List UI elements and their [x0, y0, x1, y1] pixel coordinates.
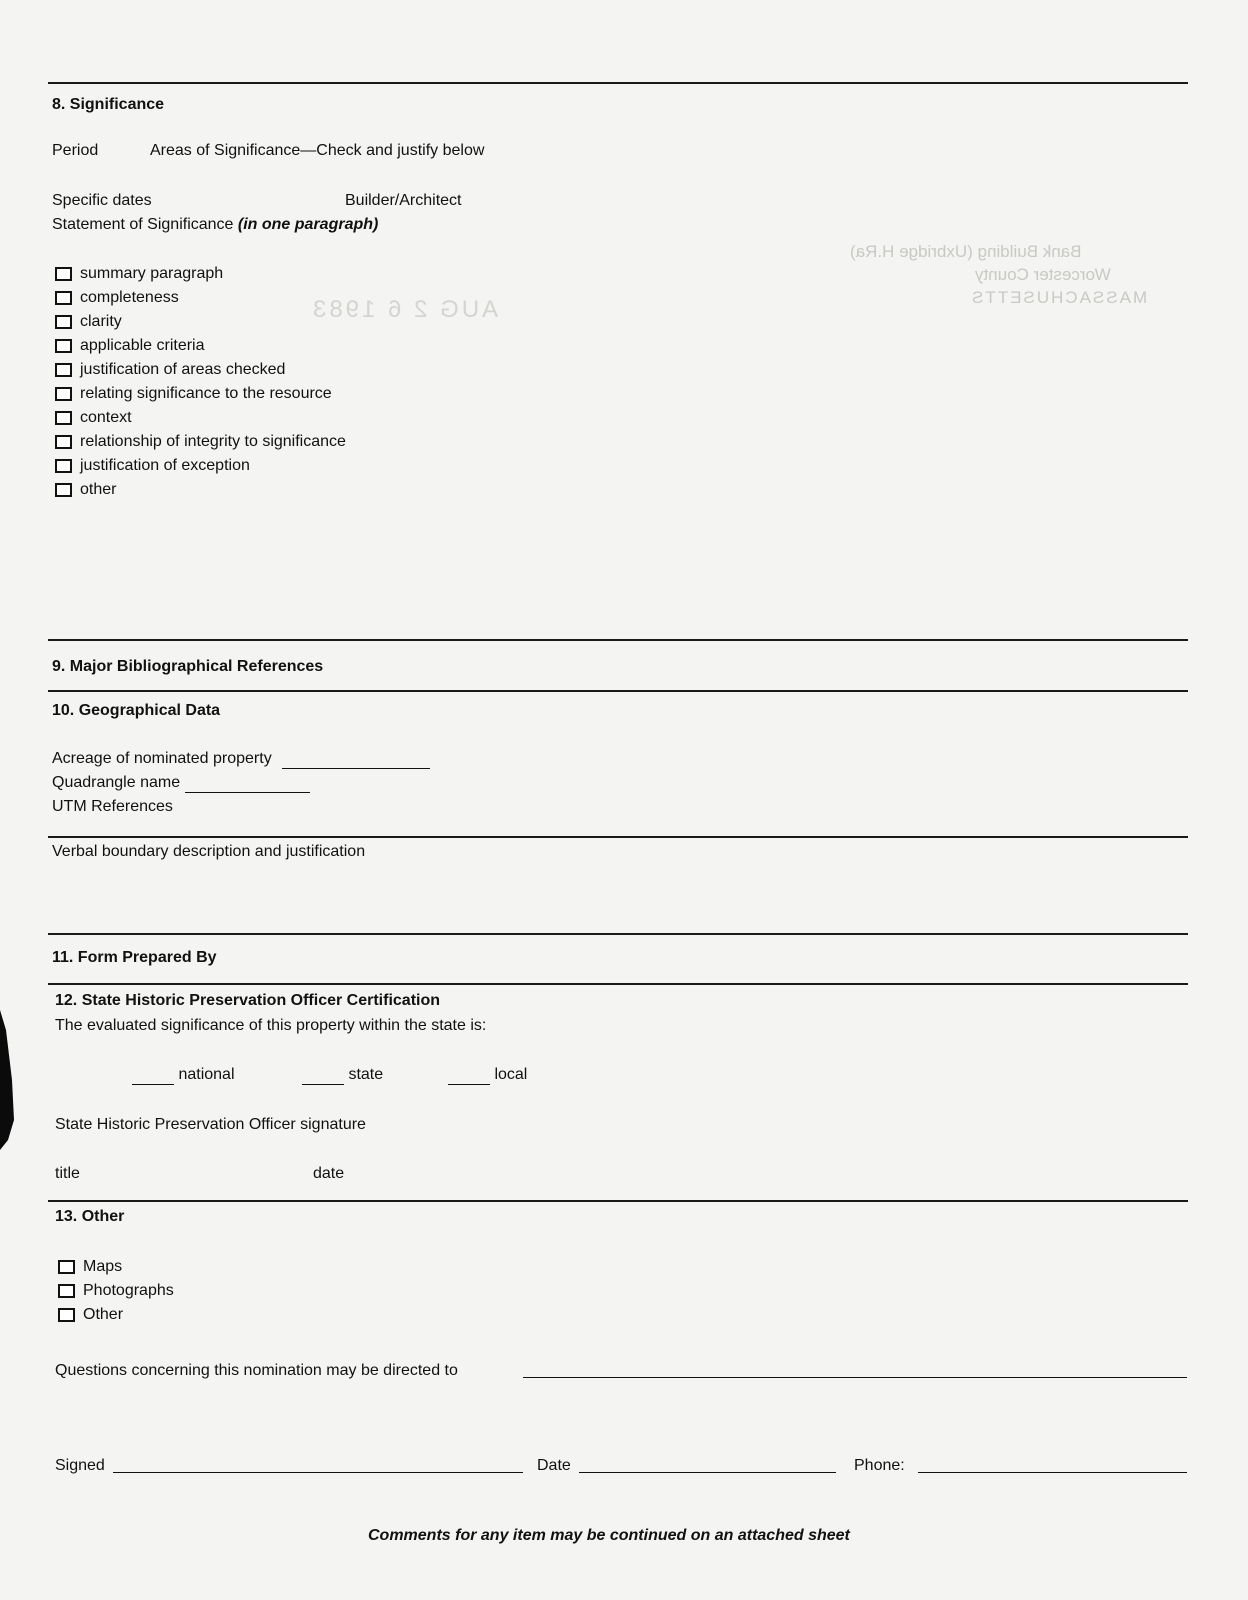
local-option[interactable] — [448, 1065, 527, 1085]
comments-note: Comments for any item may be continued on an attached sheet — [368, 1527, 850, 1544]
areas-label: Areas of Significance—Check and justify below — [150, 142, 485, 159]
checkbox[interactable] — [55, 435, 72, 449]
section-10-title: 10. Geographical Data — [52, 702, 221, 719]
local-blank[interactable] — [448, 1068, 490, 1085]
acreage-label: Acreage of nominated property — [52, 750, 272, 767]
title-label: title — [55, 1165, 80, 1182]
statement-note: (in one paragraph) — [237, 216, 379, 233]
rule-sec12-top — [48, 983, 1188, 985]
local-label: local — [494, 1066, 528, 1083]
checkbox[interactable] — [55, 411, 72, 425]
state-option[interactable] — [302, 1065, 383, 1085]
national-blank[interactable] — [132, 1068, 174, 1085]
shpo-signature-label: State Historic Preservation Officer signature — [55, 1116, 366, 1133]
checkbox[interactable] — [55, 291, 72, 305]
section-12-title: 12. State Historic Preservation Officer Certification — [55, 992, 441, 1009]
utm-label: UTM References — [52, 798, 173, 815]
checkbox[interactable] — [58, 1284, 75, 1298]
bleed-through-county: Worcester County — [975, 265, 1111, 284]
section-11-title: 11. Form Prepared By — [52, 949, 217, 966]
checkbox[interactable] — [55, 315, 72, 329]
bleed-through-state: MASSACHUSETTS — [970, 288, 1148, 307]
checklist-item[interactable]: completeness — [55, 287, 179, 309]
acreage-row — [52, 749, 430, 769]
verbal-boundary-label: Verbal boundary description and justification — [52, 843, 366, 860]
quadrangle-label: Quadrangle name — [52, 774, 181, 791]
period-label: Period — [52, 142, 99, 159]
checkbox[interactable] — [55, 267, 72, 281]
rule-sec11-top — [48, 933, 1188, 935]
checklist-item[interactable]: relationship of integrity to significance — [55, 431, 346, 453]
specific-dates-label: Specific dates — [52, 192, 152, 209]
rule-sec13-top — [48, 1200, 1188, 1202]
rule-sec8-top — [48, 82, 1188, 84]
phone-field[interactable] — [918, 1472, 1187, 1473]
checklist-item[interactable]: other — [55, 479, 116, 501]
checklist-item[interactable]: justification of areas checked — [55, 359, 285, 381]
checkbox[interactable] — [58, 1260, 75, 1274]
rule-sec10-top — [48, 690, 1188, 692]
signed-label: Signed — [55, 1457, 105, 1474]
checkbox[interactable] — [55, 339, 72, 353]
bleed-through-stamp: AUG 2 6 1983 — [310, 296, 499, 323]
state-blank[interactable] — [302, 1068, 344, 1085]
state-label: state — [348, 1066, 384, 1083]
other-item-maps[interactable]: Maps — [58, 1256, 122, 1278]
signed-field[interactable] — [113, 1472, 523, 1473]
checkbox[interactable] — [58, 1308, 75, 1322]
checkbox[interactable] — [55, 387, 72, 401]
footer-date-label: Date — [537, 1457, 571, 1474]
quadrangle-row — [52, 773, 310, 793]
section-13-title: 13. Other — [55, 1208, 125, 1225]
checklist-item[interactable]: relating significance to the resource — [55, 383, 332, 405]
section-9-title: 9. Major Bibliographical References — [52, 658, 324, 675]
footer-date-field[interactable] — [579, 1472, 836, 1473]
checklist-item[interactable]: clarity — [55, 311, 122, 333]
section-8-title: 8. Significance — [52, 96, 165, 113]
questions-field[interactable] — [523, 1377, 1187, 1378]
checklist-item[interactable]: summary paragraph — [55, 263, 223, 285]
rule-verbal-top — [48, 836, 1188, 838]
phone-label: Phone: — [854, 1457, 905, 1474]
checklist-item[interactable]: applicable criteria — [55, 335, 205, 357]
checklist-item[interactable]: justification of exception — [55, 455, 250, 477]
evaluated-label: The evaluated significance of this property within the state is: — [55, 1017, 487, 1034]
statement-label — [52, 215, 378, 235]
page-edge-shadow — [0, 1010, 14, 1150]
rule-sec9-top — [48, 639, 1188, 641]
checkbox[interactable] — [55, 363, 72, 377]
national-option[interactable] — [132, 1065, 235, 1085]
other-item-photographs[interactable]: Photographs — [58, 1280, 174, 1302]
questions-label: Questions concerning this nomination may be directed to — [55, 1362, 458, 1379]
acreage-field[interactable] — [282, 752, 430, 769]
checklist-item[interactable]: context — [55, 407, 132, 429]
statement-text: Statement of Significance — [52, 216, 234, 233]
checkbox[interactable] — [55, 483, 72, 497]
other-item-other[interactable]: Other — [58, 1304, 123, 1326]
checkbox[interactable] — [55, 459, 72, 473]
quadrangle-field[interactable] — [185, 776, 310, 793]
bleed-through-title: Bank Building (Uxbridge H.Ra) — [850, 242, 1082, 261]
builder-label: Builder/Architect — [345, 192, 462, 209]
date-label: date — [313, 1165, 345, 1182]
national-label: national — [178, 1066, 235, 1083]
